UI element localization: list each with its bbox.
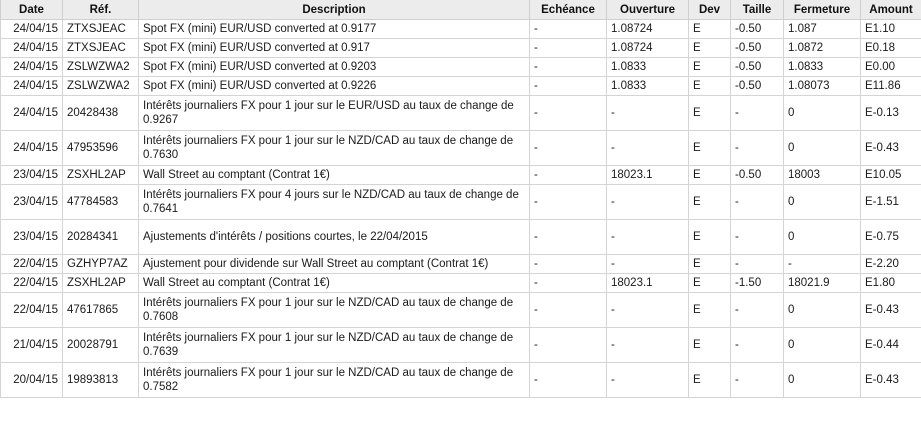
cell-ouverture: - xyxy=(607,220,689,255)
cell-date: 23/04/15 xyxy=(1,166,63,185)
table-row xyxy=(1,220,921,255)
table-row xyxy=(1,363,921,398)
cell-amount: E-0.43 xyxy=(861,363,921,398)
cell-echeance: - xyxy=(530,58,607,77)
cell-amount: E11.86 xyxy=(861,77,921,96)
cell-description: Spot FX (mini) EUR/USD converted at 0.9177 xyxy=(139,20,530,39)
cell-taille: -0.50 xyxy=(731,20,784,39)
cell-amount: E-0.13 xyxy=(861,96,921,131)
cell-date: 24/04/15 xyxy=(1,58,63,77)
column-header-description[interactable]: Description xyxy=(139,0,530,20)
cell-fermeture: 0 xyxy=(784,96,861,131)
cell-amount: E-2.20 xyxy=(861,255,921,274)
cell-dev: E xyxy=(689,77,731,96)
cell-fermeture: 0 xyxy=(784,293,861,328)
table-row xyxy=(1,185,921,220)
cell-ref: 20028791 xyxy=(63,328,139,363)
cell-ref: ZSXHL2AP xyxy=(63,166,139,185)
table-row xyxy=(1,328,921,363)
table-row xyxy=(1,58,921,77)
cell-date: 22/04/15 xyxy=(1,293,63,328)
column-header-ref[interactable]: Réf. xyxy=(63,0,139,20)
cell-date: 24/04/15 xyxy=(1,96,63,131)
table-row xyxy=(1,293,921,328)
cell-fermeture: 1.08073 xyxy=(784,77,861,96)
cell-description: Intérêts journaliers FX pour 1 jour sur le NZD/CAD au taux de change de 0.7639 xyxy=(139,328,530,363)
table-row xyxy=(1,96,921,131)
cell-taille: - xyxy=(731,255,784,274)
cell-description: Ajustements d'intérêts / positions courtes, le 22/04/2015 xyxy=(139,220,530,255)
cell-echeance: - xyxy=(530,166,607,185)
cell-description: Spot FX (mini) EUR/USD converted at 0.9203 xyxy=(139,58,530,77)
column-header-fermeture[interactable]: Fermeture xyxy=(784,0,861,20)
cell-ref: ZSXHL2AP xyxy=(63,274,139,293)
cell-echeance: - xyxy=(530,77,607,96)
cell-fermeture: 0 xyxy=(784,328,861,363)
cell-description: Ajustement pour dividende sur Wall Street au comptant (Contrat 1€) xyxy=(139,255,530,274)
cell-fermeture: 1.087 xyxy=(784,20,861,39)
cell-dev: E xyxy=(689,39,731,58)
cell-ouverture: - xyxy=(607,293,689,328)
cell-ouverture: - xyxy=(607,185,689,220)
cell-date: 23/04/15 xyxy=(1,185,63,220)
cell-taille: -0.50 xyxy=(731,166,784,185)
cell-description: Spot FX (mini) EUR/USD converted at 0.9226 xyxy=(139,77,530,96)
cell-description: Spot FX (mini) EUR/USD converted at 0.917 xyxy=(139,39,530,58)
cell-taille: - xyxy=(731,220,784,255)
cell-ref: ZTXSJEAC xyxy=(63,20,139,39)
cell-fermeture: 0 xyxy=(784,185,861,220)
cell-dev: E xyxy=(689,293,731,328)
cell-dev: E xyxy=(689,185,731,220)
cell-description: Intérêts journaliers FX pour 1 jour sur le NZD/CAD au taux de change de 0.7608 xyxy=(139,293,530,328)
cell-description: Intérêts journaliers FX pour 1 jour sur le NZD/CAD au taux de change de 0.7582 xyxy=(139,363,530,398)
cell-taille: -0.50 xyxy=(731,77,784,96)
cell-date: 20/04/15 xyxy=(1,363,63,398)
cell-dev: E xyxy=(689,220,731,255)
cell-ref: 20284341 xyxy=(63,220,139,255)
cell-amount: E10.05 xyxy=(861,166,921,185)
cell-fermeture: 1.0833 xyxy=(784,58,861,77)
cell-amount: E-0.75 xyxy=(861,220,921,255)
cell-dev: E xyxy=(689,131,731,166)
cell-description: Wall Street au comptant (Contrat 1€) xyxy=(139,166,530,185)
table-row xyxy=(1,77,921,96)
cell-dev: E xyxy=(689,58,731,77)
cell-amount: E1.10 xyxy=(861,20,921,39)
cell-fermeture: 0 xyxy=(784,363,861,398)
cell-dev: E xyxy=(689,166,731,185)
table-row xyxy=(1,39,921,58)
cell-fermeture: 18021.9 xyxy=(784,274,861,293)
cell-echeance: - xyxy=(530,96,607,131)
cell-taille: - xyxy=(731,96,784,131)
cell-echeance: - xyxy=(530,274,607,293)
cell-ouverture: 18023.1 xyxy=(607,274,689,293)
cell-ref: 47617865 xyxy=(63,293,139,328)
table-row xyxy=(1,166,921,185)
cell-taille: - xyxy=(731,293,784,328)
cell-amount: E-0.44 xyxy=(861,328,921,363)
cell-amount: E-1.51 xyxy=(861,185,921,220)
cell-amount: E-0.43 xyxy=(861,131,921,166)
cell-date: 23/04/15 xyxy=(1,220,63,255)
table-header-row xyxy=(1,0,921,20)
cell-fermeture: 1.0872 xyxy=(784,39,861,58)
cell-ouverture: 1.0833 xyxy=(607,58,689,77)
cell-date: 24/04/15 xyxy=(1,39,63,58)
column-header-date[interactable]: Date xyxy=(1,0,63,20)
cell-echeance: - xyxy=(530,363,607,398)
cell-dev: E xyxy=(689,274,731,293)
table-row xyxy=(1,131,921,166)
cell-description: Wall Street au comptant (Contrat 1€) xyxy=(139,274,530,293)
column-header-echeance[interactable]: Echéance xyxy=(530,0,607,20)
cell-fermeture: - xyxy=(784,255,861,274)
cell-taille: - xyxy=(731,328,784,363)
cell-echeance: - xyxy=(530,131,607,166)
cell-description: Intérêts journaliers FX pour 4 jours sur le NZD/CAD au taux de change de 0.7641 xyxy=(139,185,530,220)
cell-amount: E-0.43 xyxy=(861,293,921,328)
column-header-dev[interactable]: Dev xyxy=(689,0,731,20)
cell-ouverture: - xyxy=(607,363,689,398)
cell-ref: ZTXSJEAC xyxy=(63,39,139,58)
cell-fermeture: 0 xyxy=(784,220,861,255)
table-row xyxy=(1,274,921,293)
cell-echeance: - xyxy=(530,20,607,39)
cell-ouverture: 1.08724 xyxy=(607,39,689,58)
cell-fermeture: 18003 xyxy=(784,166,861,185)
cell-echeance: - xyxy=(530,255,607,274)
cell-taille: -1.50 xyxy=(731,274,784,293)
cell-taille: - xyxy=(731,363,784,398)
cell-echeance: - xyxy=(530,220,607,255)
cell-taille: -0.50 xyxy=(731,39,784,58)
cell-ouverture: - xyxy=(607,255,689,274)
cell-ouverture: - xyxy=(607,131,689,166)
cell-ref: ZSLWZWA2 xyxy=(63,77,139,96)
cell-echeance: - xyxy=(530,328,607,363)
column-header-taille[interactable]: Taille xyxy=(731,0,784,20)
cell-dev: E xyxy=(689,255,731,274)
cell-ref: 47784583 xyxy=(63,185,139,220)
cell-ouverture: 1.08724 xyxy=(607,20,689,39)
cell-echeance: - xyxy=(530,39,607,58)
cell-ouverture: 18023.1 xyxy=(607,166,689,185)
cell-taille: -0.50 xyxy=(731,58,784,77)
cell-description: Intérêts journaliers FX pour 1 jour sur le EUR/USD au taux de change de 0.9267 xyxy=(139,96,530,131)
cell-ouverture: - xyxy=(607,96,689,131)
cell-amount: E0.18 xyxy=(861,39,921,58)
cell-date: 24/04/15 xyxy=(1,20,63,39)
cell-description: Intérêts journaliers FX pour 1 jour sur le NZD/CAD au taux de change de 0.7630 xyxy=(139,131,530,166)
cell-ref: 20428438 xyxy=(63,96,139,131)
table-row xyxy=(1,255,921,274)
cell-date: 21/04/15 xyxy=(1,328,63,363)
cell-ouverture: - xyxy=(607,328,689,363)
cell-ouverture: 1.0833 xyxy=(607,77,689,96)
table-row xyxy=(1,20,921,39)
column-header-amount[interactable]: Amount xyxy=(861,0,921,20)
cell-dev: E xyxy=(689,20,731,39)
cell-date: 22/04/15 xyxy=(1,255,63,274)
cell-dev: E xyxy=(689,96,731,131)
cell-ref: 47953596 xyxy=(63,131,139,166)
column-header-ouverture[interactable]: Ouverture xyxy=(607,0,689,20)
cell-ref: GZHYP7AZ xyxy=(63,255,139,274)
cell-date: 24/04/15 xyxy=(1,131,63,166)
cell-taille: - xyxy=(731,185,784,220)
cell-echeance: - xyxy=(530,185,607,220)
cell-dev: E xyxy=(689,363,731,398)
cell-echeance: - xyxy=(530,293,607,328)
cell-date: 24/04/15 xyxy=(1,77,63,96)
cell-amount: E0.00 xyxy=(861,58,921,77)
cell-amount: E1.80 xyxy=(861,274,921,293)
cell-fermeture: 0 xyxy=(784,131,861,166)
cell-date: 22/04/15 xyxy=(1,274,63,293)
cell-ref: 19893813 xyxy=(63,363,139,398)
cell-dev: E xyxy=(689,328,731,363)
cell-ref: ZSLWZWA2 xyxy=(63,58,139,77)
cell-taille: - xyxy=(731,131,784,166)
